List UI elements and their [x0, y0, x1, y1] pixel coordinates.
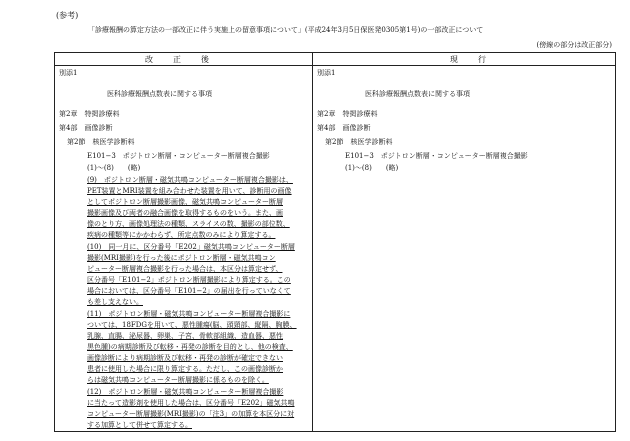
paragraph-11-line: 乳腺、直腸、泌尿器、卵巣、子宮、骨軟部組織、造血器、悪性 — [87, 332, 283, 340]
paragraph-11-line: ついては、18FDGを用いて、悪性腫瘍(脳、頭頸部、縦隔、胸膜、 — [87, 321, 297, 329]
revised-part: 第4部 画像診断 — [59, 124, 113, 132]
paragraph-10-line: も差し支えない。 — [87, 298, 143, 306]
paragraph-9-line: PET装置とMRI装置を組み合わせた装置を用いて、診断用の画像 — [87, 187, 292, 195]
current-chapter: 第2章 特掲診療料 — [317, 110, 378, 118]
revised-section: 第2節 核医学診断料 — [67, 138, 135, 146]
paragraph-9-line: 疾病の種類等にかかわらず、所定点数のみにより算定する。 — [87, 231, 276, 239]
reference-label: (参考) — [56, 11, 79, 20]
column-divider — [312, 53, 313, 431]
paragraph-10-line: ピューター断層複合撮影を行った場合は、本区分は算定せず、 — [87, 265, 283, 273]
paragraph-10-line: 区分番号「E101−2」ポジトロン断層撮影により算定する。この — [87, 276, 291, 284]
paragraph-11-line: らは磁気共鳴コンピューター断層撮影に係るものを除く。 — [87, 376, 269, 384]
revised-item: E101−3 ポジトロン断層・コンピューター断層複合撮影 — [87, 152, 270, 160]
current-part: 第4部 画像診断 — [317, 124, 371, 132]
current-item: E101−3 ポジトロン断層・コンピューター断層複合撮影 — [345, 152, 528, 160]
paragraph-12-line: コンピューター断層撮影(MRI撮影)の「注3」の加算を本区分に対 — [87, 410, 295, 418]
paragraph-12-line: に当たって造影剤を使用した場合は、区分番号「E202」磁気共鳴 — [87, 399, 295, 407]
paragraph-11-line: 患者に使用した場合に限り算定する。ただし、この画像診断か — [87, 365, 283, 373]
paragraph-9-line: 撮影画像及び両者の融合画像を取得するものをいう。また、画 — [87, 209, 283, 217]
paragraph-12-line: する加算として併せて算定する。 — [87, 421, 192, 429]
paragraph-10-line: 撮影(MRI撮影)を行った後にポジトロン断層・磁気共鳴コン — [87, 254, 276, 262]
paragraph-11-line: 黒色腫)の病期診断及び転移・再発の診断を目的とし、他の検査、 — [87, 343, 293, 351]
paragraph-11-line: 画像診断により病期診断及び転移・再発の診断が確定できない — [87, 354, 283, 362]
paragraph-10-line: 場合においては、区分番号「E101−2」の届出を行っていなくて — [87, 287, 291, 295]
current-omitted: (1)〜(8) (略) — [345, 164, 399, 172]
revised-doc-title: 医科診療報酬点数表に関する事項 — [107, 90, 212, 98]
paragraph-9-line: (9) ポジトロン断層・磁気共鳴コンピューター断層複合撮影は、 — [87, 176, 293, 184]
revised-chapter: 第2章 特掲診療料 — [59, 110, 120, 118]
current-doc-title: 医科診療報酬点数表に関する事項 — [365, 90, 470, 98]
paragraph-9-line: 像のとり方、画像処理法の種類、スライスの数、撮影の部位数、 — [87, 220, 290, 228]
paragraph-12-line: (12) ポジトロン断層・磁気共鳴コンピューター断層複合撮影 — [87, 388, 284, 396]
paragraph-11-line: (11) ポジトロン断層・磁気共鳴コンピューター断層複合撮影に — [87, 310, 291, 318]
paragraph-9-line: としてポジトロン断層撮影画像、磁気共鳴コンピューター断層 — [87, 198, 283, 206]
comparison-table — [54, 52, 616, 432]
revised-omitted: (1)〜(8) (略) — [87, 164, 141, 172]
document-title: 「診療報酬の算定方法の一部改正に伴う実施上の留意事項について」(平成24年3月5日保医発0305第1号)の一部改正について — [88, 26, 484, 34]
table-header — [55, 53, 615, 66]
current-attachment: 別添1 — [317, 69, 336, 77]
underline-note: (傍線の部分は改正部分) — [536, 41, 612, 49]
header-current: 現行 — [450, 55, 506, 64]
header-revised: 改正後 — [145, 55, 229, 64]
revised-attachment: 別添1 — [59, 69, 78, 77]
current-section: 第2節 核医学診断料 — [325, 138, 393, 146]
paragraph-10-line: (10) 同一月に、区分番号「E202」磁気共鳴コンピューター断層 — [87, 243, 295, 251]
